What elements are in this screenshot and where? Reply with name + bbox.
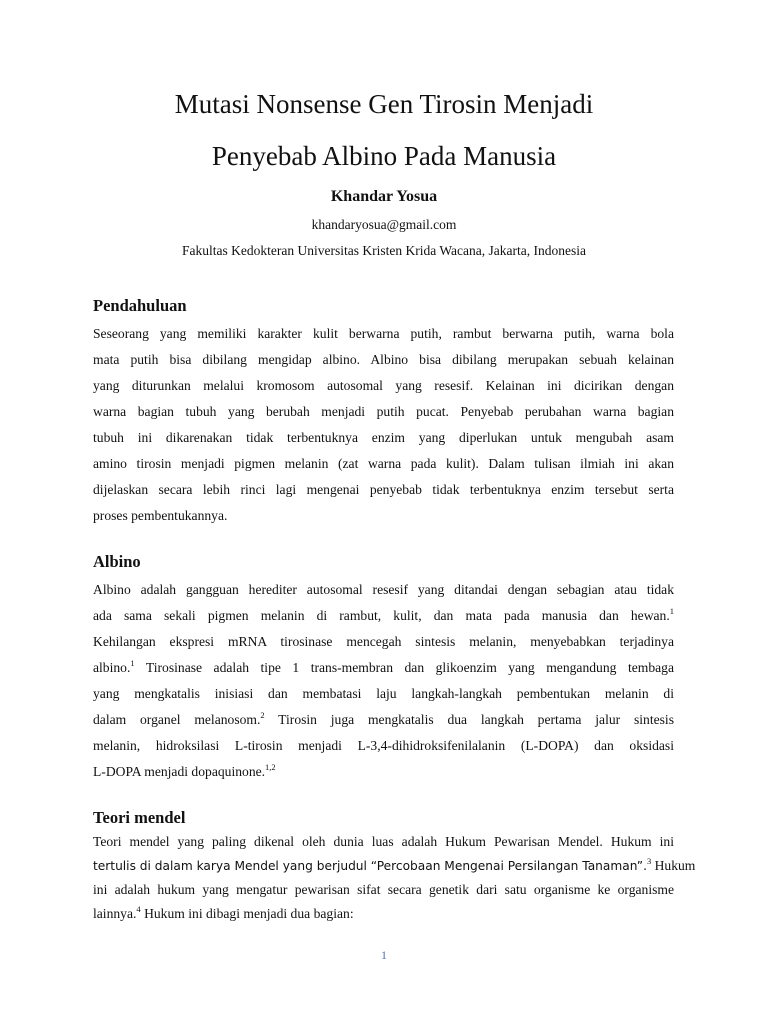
author-name: Khandar Yosua <box>330 188 438 205</box>
text-line: amino tirosin menjadi pigmen melanin (zat warna pada kulit). Dalam tulisan ilmiah ini akan <box>93 456 674 471</box>
text-line <box>93 707 674 733</box>
line-text: tertulis di dalam karya Mendel yang berjudul “Percobaan Mengenai Persilangan Tanaman”. <box>93 859 647 873</box>
line-text: Tirosin juga mengkatalis dua langkah pertama jalur sintesis <box>264 712 674 727</box>
text-line: Teori mendel yang paling dikenal oleh dunia luas adalah Hukum Pewarisan Mendel. Hukum ini <box>93 834 674 849</box>
line-text: lainnya. <box>93 906 137 921</box>
section-heading-teori-mendel: Teori mendel <box>93 808 186 827</box>
text-line: melanin, hidroksilasi L-tirosin menjadi L-3,4-dihidroksifenilalanin (L-DOPA) dan oksidasi <box>93 738 674 753</box>
line-text: Tirosinase adalah tipe 1 trans-membran dan glikoenzim yang mengandung tembaga <box>134 660 674 675</box>
text-line: ini adalah hukum yang mengatur pewarisan sifat secara genetik dari satu organisme ke organisme <box>93 882 674 897</box>
citation-superscript: 4 <box>136 904 141 914</box>
text-line: mata putih bisa dibilang mengidap albino. Albino bisa dibilang merupakan sebuah kelainan <box>93 352 674 367</box>
paragraph-teori-mendel <box>93 830 696 926</box>
text-line: yang mengkatalis inisiasi dan membatasi laju langkah-langkah pembentukan melanin di <box>93 686 674 701</box>
section-heading-pendahuluan: Pendahuluan <box>93 296 187 315</box>
line-text: L-DOPA menjadi dopaquinone. <box>93 764 266 779</box>
text-line: yang diturunkan melalui kromosom autosomal yang resesif. Kelainan ini dicirikan dengan <box>93 378 674 393</box>
text-line: Albino adalah gangguan herediter autosomal resesif yang ditandai dengan sebagian atau tidak <box>93 582 674 597</box>
text-line: proses pembentukannya. <box>93 508 228 523</box>
paragraph-albino <box>93 577 674 785</box>
citation-superscript: 1 <box>130 658 135 668</box>
section-heading-albino: Albino <box>93 552 141 571</box>
line-text: Hukum ini dibagi menjadi dua bagian: <box>140 906 354 921</box>
line-text: dalam organel melanosom. <box>93 712 261 727</box>
author-affiliation: Fakultas Kedokteran Universitas Kristen Krida Wacana, Jakarta, Indonesia <box>182 243 586 258</box>
citation-superscript: 2 <box>260 710 265 720</box>
text-line <box>93 655 674 681</box>
author-email: khandaryosua@gmail.com <box>311 217 457 232</box>
text-line <box>93 759 674 785</box>
title-line-2: Penyebab Albino Pada Manusia <box>211 141 557 171</box>
citation-superscript: 1,2 <box>265 762 276 772</box>
text-line: Kehilangan ekspresi mRNA tirosinase mencegah sintesis melanin, menyebabkan terjadinya <box>93 634 674 649</box>
line-text: albino. <box>93 660 131 675</box>
text-line: Seseorang yang memiliki karakter kulit berwarna putih, rambut berwarna putih, warna bola <box>93 326 674 341</box>
citation-superscript: 1 <box>669 606 674 616</box>
text-line <box>93 854 696 878</box>
page-number: 1 <box>381 948 387 962</box>
title-line-1: Mutasi Nonsense Gen Tirosin Menjadi <box>174 89 594 119</box>
text-line <box>93 902 674 926</box>
citation-superscript: 3 <box>646 856 652 866</box>
text-line: warna bagian tubuh yang berubah menjadi putih pucat. Penyebab perubahan warna bagian <box>93 404 674 419</box>
text-line: dijelaskan secara lebih rinci lagi mengenai penyebab tidak terbentuknya enzim tersebut serta <box>93 482 674 497</box>
text-line <box>93 603 674 629</box>
line-text: ada sama sekali pigmen melanin di rambut, kulit, dan mata pada manusia dan hewan. <box>93 608 670 623</box>
paragraph-pendahuluan <box>93 321 674 529</box>
line-text: Hukum <box>651 858 696 873</box>
text-line: tubuh ini dikarenakan tidak terbentuknya enzim yang diperlukan untuk mengubah asam <box>93 430 674 445</box>
